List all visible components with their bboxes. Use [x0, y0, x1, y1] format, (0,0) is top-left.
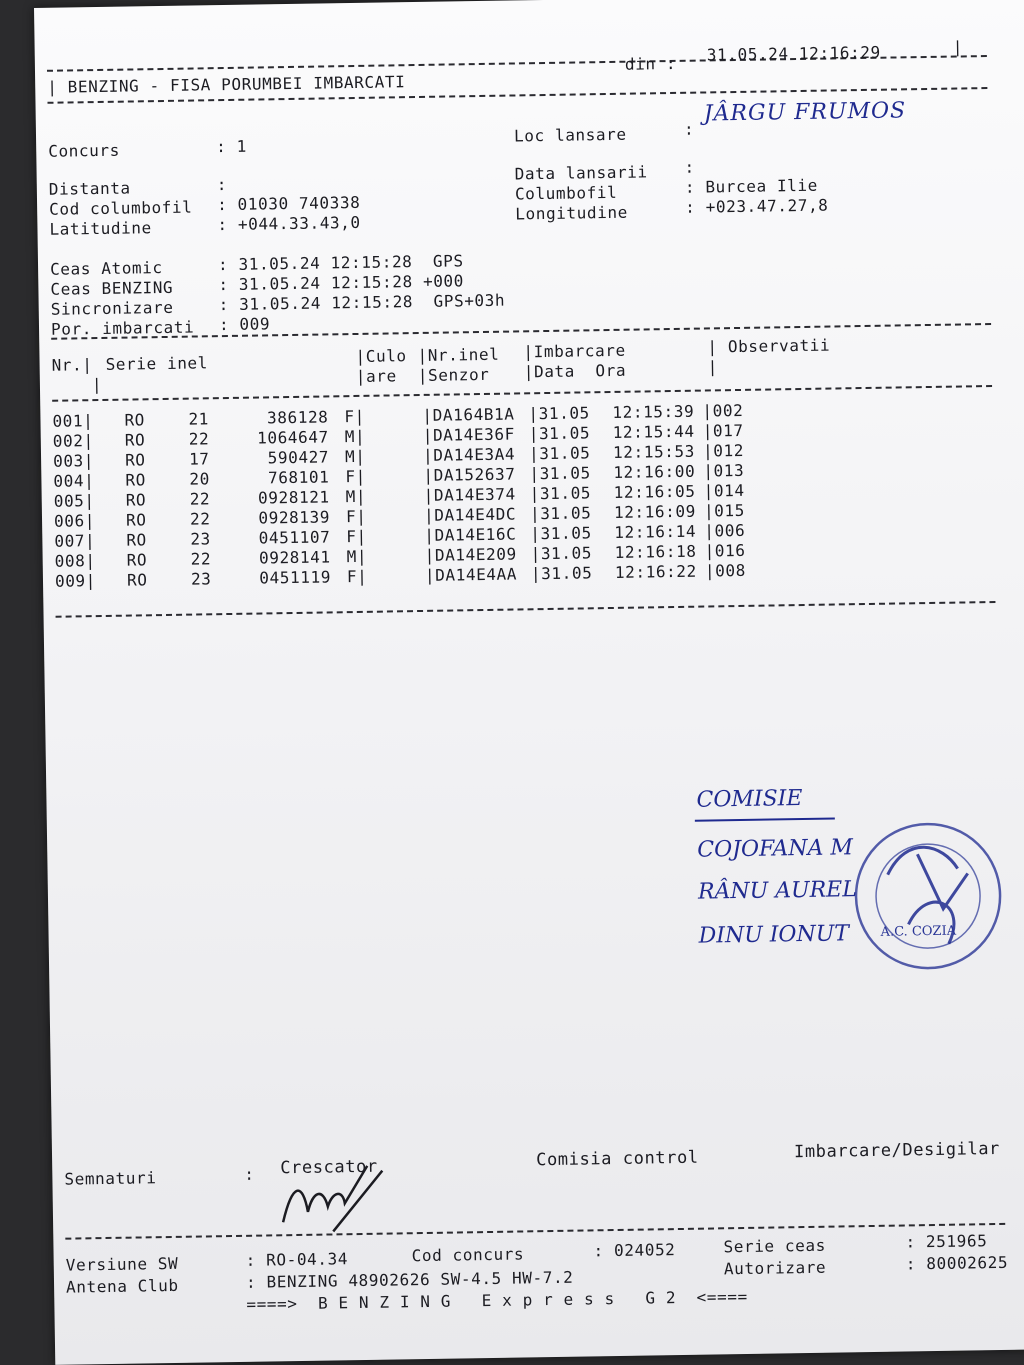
serie-ceas-label: Serie ceas [723, 1235, 827, 1257]
col-observatii: | Observatii [707, 335, 831, 357]
cod-columbofil-label: Cod columbofil [49, 197, 193, 219]
concurs-value: : 1 [216, 136, 248, 157]
row-year: 17 [188, 449, 210, 469]
distanta-label: Distanta [48, 178, 131, 199]
row-country: RO [126, 550, 148, 570]
row-date: |31.05 [530, 543, 593, 564]
loc-lansare-label: Loc lansare [513, 124, 627, 146]
row-country: RO [124, 410, 146, 430]
columbofil-label: Columbofil [514, 182, 618, 204]
benzing-express: ====> B E N Z I N G E x p r e s s G 2 <==== [246, 1286, 748, 1314]
row-obs: |014 [703, 480, 745, 501]
signature-comisia: Comisia control [536, 1147, 699, 1171]
data-lansarii-value: : [684, 157, 695, 177]
row-date: |31.05 [529, 503, 592, 524]
cod-columbofil-value: : 01030 740338 [216, 192, 361, 215]
row-year: 22 [189, 509, 211, 529]
signature-crescator: Crescator [280, 1156, 378, 1179]
loc-lansare-value: JÂRGU FRUMOS [703, 98, 907, 127]
row-country: RO [126, 530, 147, 550]
row-date: |31.05 [530, 563, 593, 584]
versiune-sw-value: : RO-04.34 [245, 1249, 349, 1270]
row-time: 12:16:14 [614, 521, 697, 542]
row-nr: 003| [52, 451, 95, 471]
divider [65, 1223, 1005, 1240]
row-sex: F| [345, 506, 367, 527]
row-country: RO [124, 450, 146, 470]
row-ring: 0451107 [258, 527, 331, 548]
autorizare-label: Autorizare [723, 1257, 827, 1279]
row-time: 12:15:53 [612, 441, 696, 462]
row-obs: |015 [703, 500, 746, 521]
columbofil-value: : Burcea Ilie [684, 175, 819, 197]
row-time: 12:16:09 [613, 501, 697, 522]
row-obs: |006 [704, 520, 746, 541]
concurs-label: Concurs [48, 140, 121, 161]
row-senzor: |DA14E374 [423, 484, 516, 505]
row-time: 12:16:05 [613, 481, 696, 502]
row-obs: |012 [702, 440, 745, 461]
row-date: |31.05 [528, 403, 590, 424]
semnaturi-label: Semnaturi [64, 1168, 157, 1189]
row-year: 23 [190, 569, 212, 589]
row-ring: 768101 [267, 467, 330, 488]
col-culoare-2: |are [355, 366, 397, 386]
latitudine-label: Latitudine [49, 218, 152, 239]
breeder-signature [272, 1160, 403, 1242]
row-nr: 002| [52, 431, 94, 451]
row-senzor: |DA14E209 [424, 544, 517, 565]
row-nr: 009| [54, 571, 97, 591]
row-senzor: |DA14E4DC [423, 504, 517, 525]
row-sex: M| [346, 546, 368, 567]
row-senzor: |DA164B1A [422, 404, 515, 425]
row-ring: 386128 [266, 407, 329, 428]
row-obs: |013 [703, 460, 745, 481]
row-obs: |017 [702, 420, 744, 441]
row-nr: 001| [52, 411, 94, 431]
ceas-benzing-label: Ceas BENZING [50, 277, 174, 299]
ceas-atomic-value: : 31.05.24 12:15:28 GPS [217, 251, 464, 275]
date-label: din : [624, 53, 677, 74]
row-sex: M| [344, 446, 366, 467]
row-year: 22 [189, 489, 211, 509]
row-year: 22 [188, 429, 210, 449]
form-title: | BENZING - FISA PORUMBEI IMBARCATI [47, 72, 406, 97]
row-year: 20 [189, 469, 211, 489]
versiune-sw-label: Versiune SW [65, 1253, 179, 1275]
distanta-value: : [216, 174, 228, 195]
row-sex: F| [345, 466, 367, 487]
row-year: 21 [188, 409, 210, 429]
header-bar: | [952, 37, 964, 57]
row-obs: |002 [702, 400, 744, 421]
commission-member-2: RÂNU AUREL [697, 877, 858, 905]
underline [695, 818, 835, 822]
row-country: RO [125, 470, 147, 490]
row-ring: 0928139 [258, 507, 331, 528]
ceas-benzing-value: : 31.05.24 12:15:28 +000 [218, 271, 465, 295]
row-senzor: |DA152637 [423, 464, 516, 485]
row-ring: 0928141 [258, 547, 331, 568]
col-culoare: |Culo [355, 346, 407, 366]
row-time: 12:16:22 [614, 561, 697, 582]
commission-member-3: DINU IONUT [698, 921, 850, 949]
club-stamp [847, 813, 1009, 975]
row-time: 12:15:39 [612, 401, 695, 422]
row-senzor: |DA14E3A4 [422, 444, 516, 465]
row-senzor: |DA14E36F [422, 424, 516, 445]
row-ring: 1064647 [256, 427, 329, 448]
longitudine-label: Longitudine [515, 202, 628, 224]
printed-form [34, 0, 1024, 1365]
row-time: 12:16:00 [613, 461, 696, 482]
commission-title: COMISIE [696, 786, 803, 813]
print-date: 31.05.24 12:16:29 [706, 42, 881, 65]
commission-member-1: COJOFANA M [697, 835, 854, 863]
row-country: RO [125, 490, 147, 510]
col-nr-bar: | [91, 374, 103, 395]
col-nr: Nr.| [51, 355, 93, 375]
row-country: RO [124, 430, 146, 450]
col-serie-inel: Serie inel [105, 353, 209, 374]
col-imbarcare: |Imbarcare [523, 340, 626, 362]
longitudine-value: : +023.47.27,8 [685, 195, 829, 217]
latitudine-value: : +044.33.43,0 [217, 212, 361, 235]
porumbei-imbarcati-value: : 009 [218, 314, 271, 335]
row-date: |31.05 [529, 483, 592, 504]
row-date: |31.05 [529, 463, 591, 484]
semnaturi-sep: : [244, 1164, 255, 1184]
row-date: |31.05 [528, 423, 591, 444]
row-nr: 007| [54, 531, 96, 551]
sincronizare-label: Sincronizare [50, 297, 174, 319]
row-obs: |016 [704, 540, 746, 561]
row-date: |31.05 [530, 523, 592, 544]
row-sex: M| [345, 486, 367, 507]
row-senzor: |DA14E16C [424, 524, 517, 545]
col-nr-inel: |Nr.inel [417, 344, 500, 366]
row-time: 12:15:44 [612, 421, 695, 442]
autorizare-value: : 80002625 [905, 1252, 1009, 1274]
col-data-ora: |Data Ora [523, 360, 627, 382]
cod-concurs-label: Cod concurs [411, 1244, 525, 1266]
row-senzor: |DA14E4AA [424, 564, 518, 585]
row-obs: |008 [704, 560, 747, 581]
ceas-atomic-label: Ceas Atomic [49, 258, 163, 279]
row-sex: M| [344, 426, 366, 447]
loc-lansare-sep: : [683, 119, 695, 139]
divider [56, 601, 996, 618]
signature-imbarcare: Imbarcare/Desigilar [793, 1138, 1001, 1163]
cod-concurs-value: : 024052 [593, 1240, 676, 1261]
row-year: 23 [190, 529, 211, 549]
row-country: RO [126, 570, 148, 590]
row-sex: F| [344, 406, 366, 427]
row-year: 22 [190, 549, 212, 569]
col-senzor: |Senzor [417, 364, 490, 386]
row-ring: 590427 [267, 447, 330, 468]
sincronizare-value: : 31.05.24 12:15:28 GPS+03h [218, 290, 506, 315]
antena-club-value: : BENZING 48902626 SW-4.5 HW-7.2 [245, 1267, 574, 1292]
antena-club-label: Antena Club [65, 1275, 179, 1297]
row-sex: F| [346, 526, 367, 547]
row-nr: 004| [53, 471, 95, 491]
row-nr: 008| [54, 551, 96, 571]
porumbei-imbarcati-label: Por. imbarcati [50, 317, 195, 339]
stamp-text: A.C. COZIA [880, 923, 957, 940]
serie-ceas-value: : 251965 [905, 1231, 988, 1252]
row-nr: 006| [53, 511, 96, 531]
row-ring: 0928121 [257, 487, 330, 508]
row-date: |31.05 [528, 443, 591, 464]
row-country: RO [125, 510, 147, 530]
row-ring: 0451119 [259, 567, 332, 588]
row-time: 12:16:18 [614, 541, 697, 562]
row-nr: 005| [53, 491, 95, 511]
data-lansarii-label: Data lansarii [514, 162, 648, 184]
col-observatii-bar: | [707, 357, 719, 377]
row-sex: F| [346, 566, 368, 587]
